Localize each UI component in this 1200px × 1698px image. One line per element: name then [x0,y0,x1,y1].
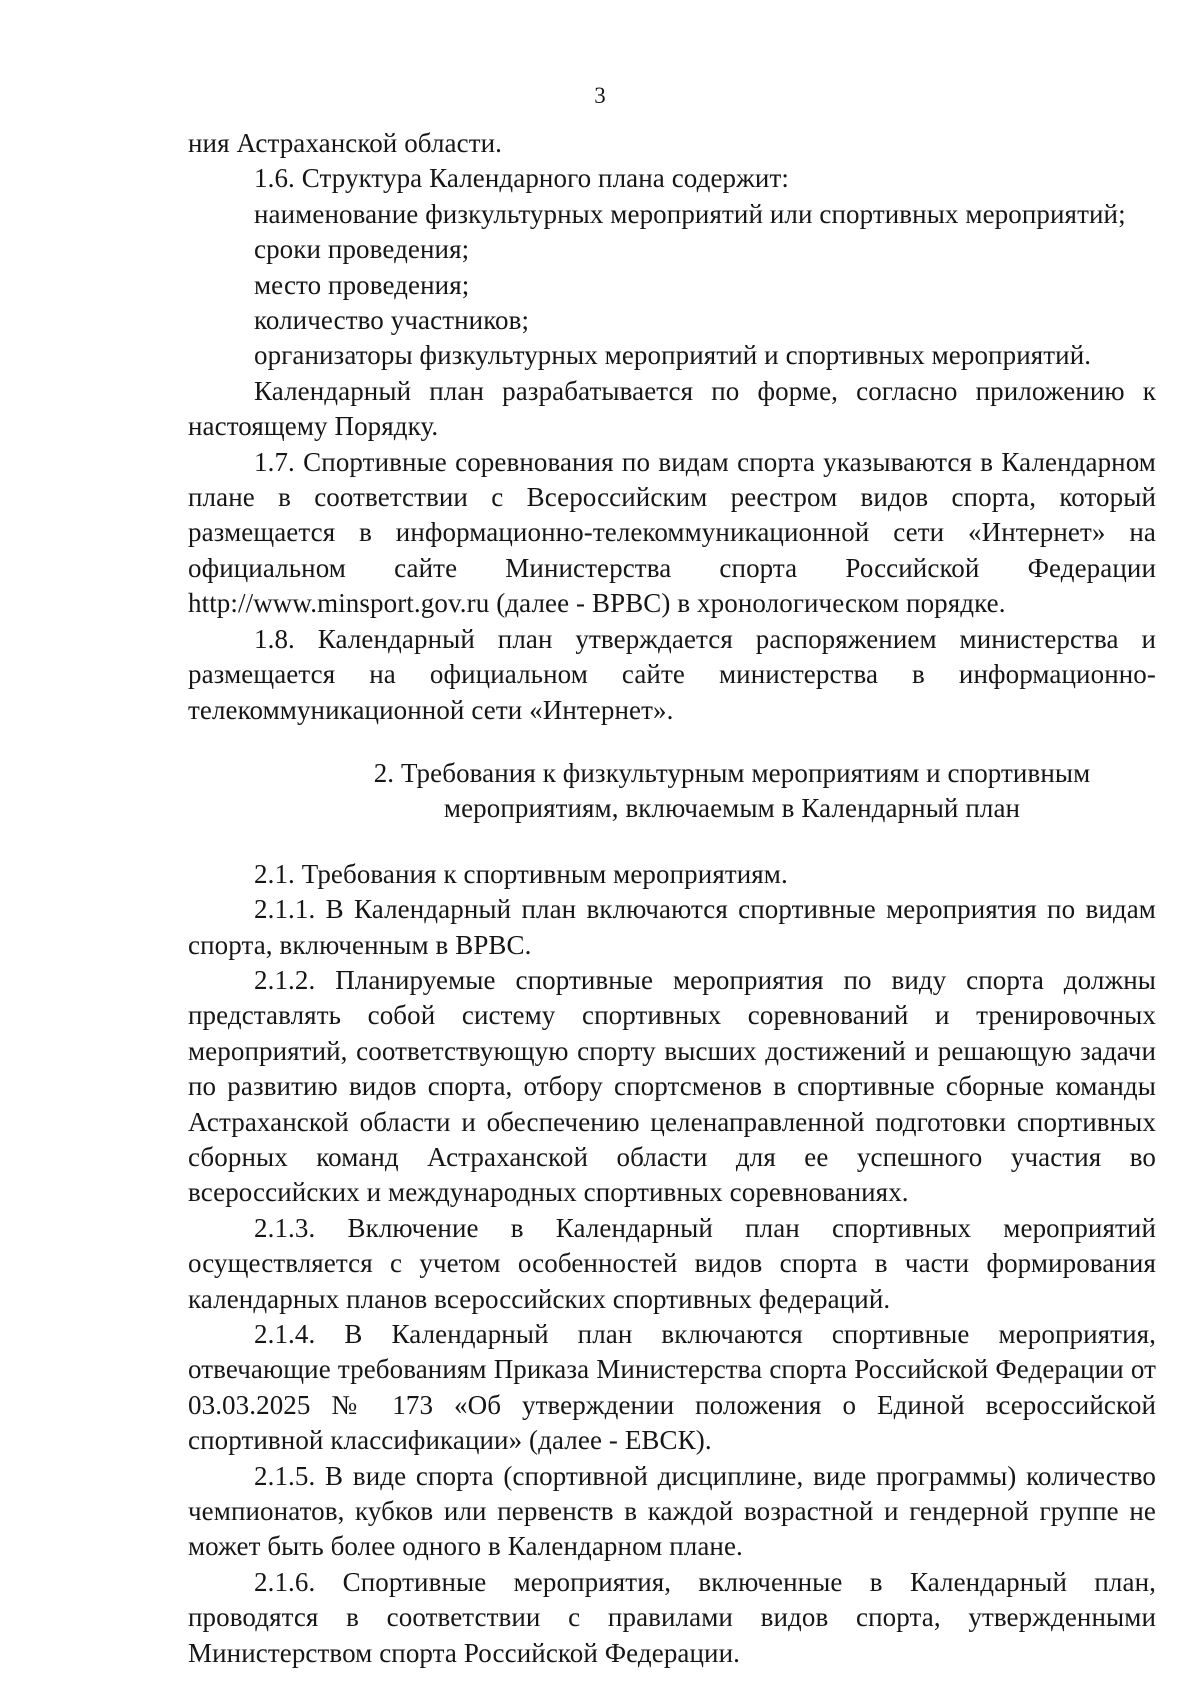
paragraph: 1.6. Структура Календарного плана содержит: [254,163,789,194]
paragraph: 2.1.1. В Календарный план включаются спортивные мероприятия по видам спорта, включенным в ВРВС. [188,894,1156,960]
paragraph: сроки проведения; [254,234,470,265]
paragraph: место проведения; [254,269,470,300]
section-heading-line-2: мероприятиям, включаемым в Календарный план [443,793,1021,824]
section-1-continuation [188,126,1156,728]
paragraph: количество участников; [254,305,530,336]
paragraph: Календарный план разрабатывается по форме, согласно приложению к настоящему Порядку. [188,375,1156,442]
paragraph: наименование физкультурных мероприятий или спортивных мероприятий; [254,198,1126,229]
paragraph: 1.7. Спортивные соревнования по видам спорта указываются в Календарном плане в соответствии с Всероссийским реестром видов спорта, который размещается в информационно-телекоммуникационной сети «Интернет» на официальном сайте Министерства спорта Российской Федерации http://www.minsport.gov.ru (далее - ВРВС) в хронологическом порядке. [188,446,1156,619]
paragraph: 2.1. Требования к спортивным мероприятиям. [254,858,788,889]
page-number: 3 [594,83,606,108]
paragraph: 2.1.4. В Календарный план включаются спортивные мероприятия, отвечающие требованиям Приказа Министерства спорта Российской Федерации от 03.03.2025 № 173 «Об утверждении положения о Единой всероссийской спортивной классификации» (далее - ЕВСК). [188,1319,1156,1456]
paragraph: 2.1.5. В виде спорта (спортивной дисциплине, виде программы) количество чемпионатов, кубков или первенств в каждой возрастной и гендерной группе не может быть более одного в Календарном плане. [188,1460,1156,1562]
paragraph: 2.1.2. Планируемые спортивные мероприятия по виду спорта должны представлять собой систему спортивных соревнований и тренировочных мероприятий, соответствующую спорту высших достижений и решающую задачи по развитию видов спорта, отбору спортсменов в спортивные сборные команды Астраханской области и обеспечению целенаправленной подготовки спортивных сборных команд Астраханской области для ее успешного участия во всероссийских и международных спортивных соревнованиях. [188,964,1156,1208]
paragraph: ния Астраханской области. [188,128,503,158]
paragraph: 2.1.3. Включение в Календарный план спортивных мероприятий осуществляется с учетом особенностей видов спорта в части формирования календарных планов всероссийских спортивных федераций. [188,1212,1156,1314]
paragraph: 1.8. Календарный план утверждается распоряжением министерства и размещается на официальном сайте министерства в информационно-телекоммуникационной сети «Интернет». [188,623,1156,725]
section-heading [188,756,1156,827]
section-heading-line-1: 2. Требования к физкультурным мероприятиям и спортивным [373,757,1091,788]
paragraph: 2.1.6. Спортивные мероприятия, включенные в Календарный план, проводятся в соответствии с правилами видов спорта, утвержденными Министерством спорта Российской Федерации. [188,1566,1156,1668]
section-2-body [188,857,1156,1671]
document-body [188,126,1156,1671]
paragraph: организаторы физкультурных мероприятий и спортивных мероприятий. [254,340,1092,371]
